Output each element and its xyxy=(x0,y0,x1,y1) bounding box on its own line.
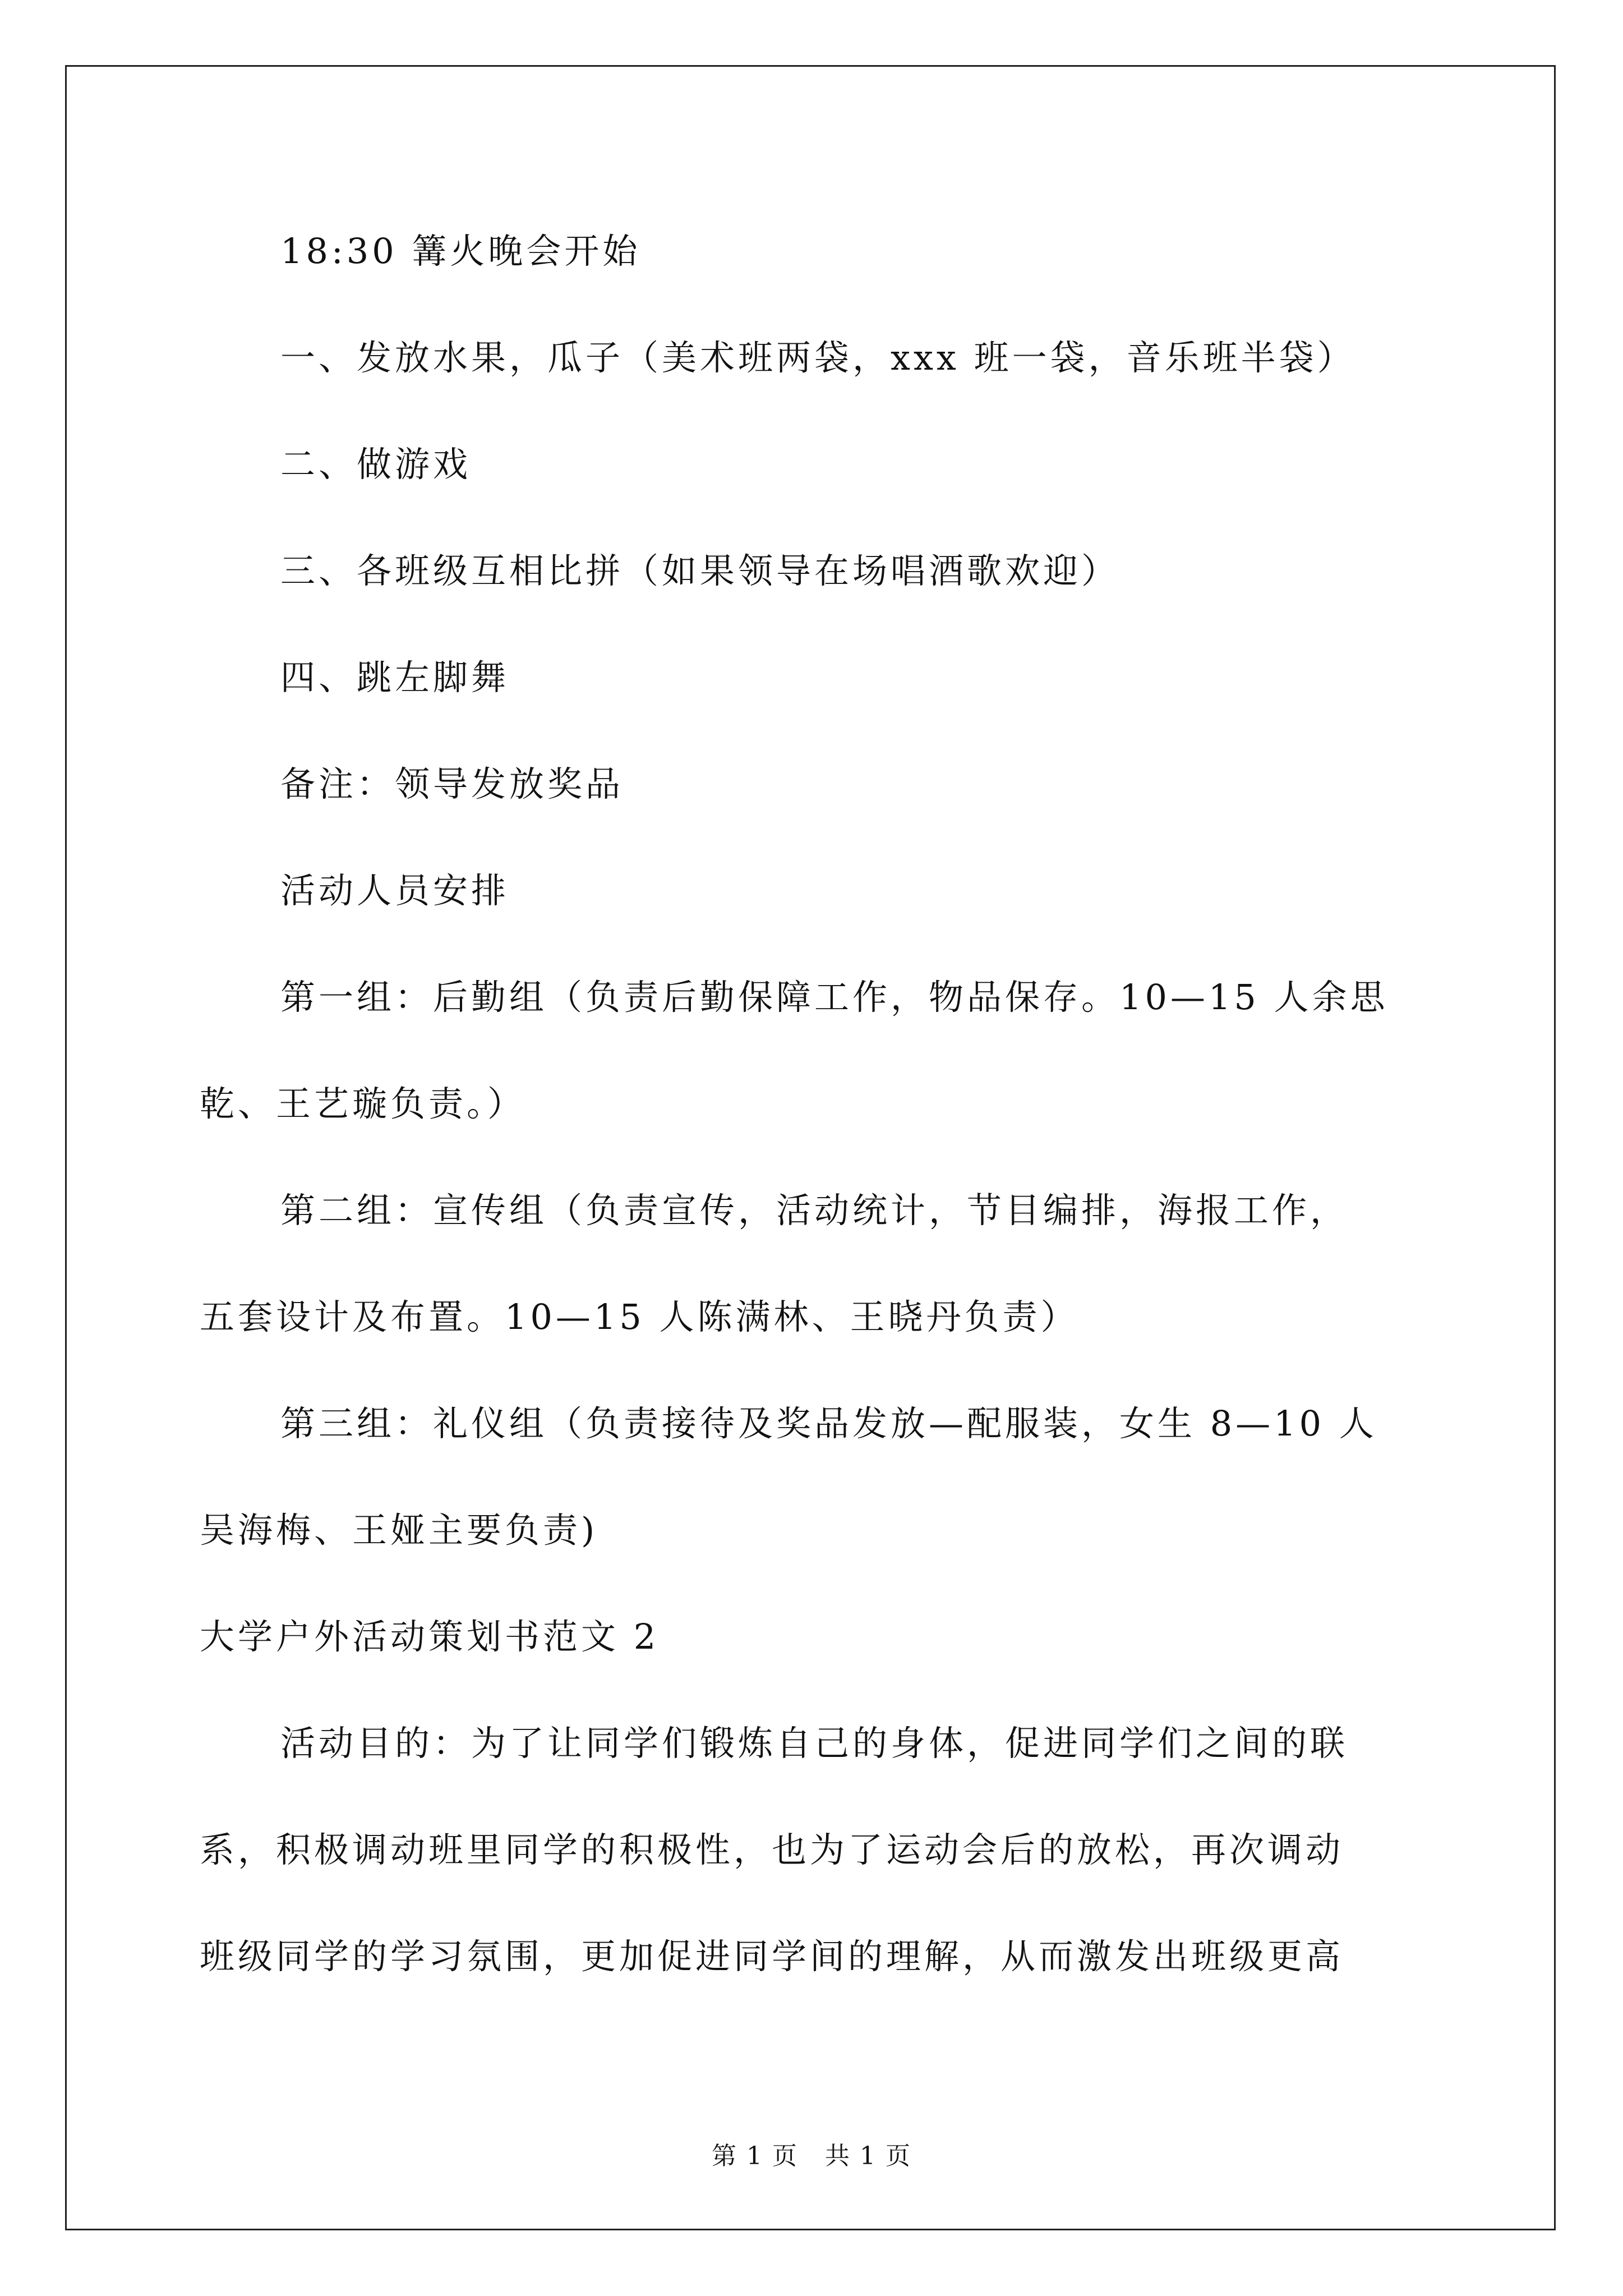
purpose-line-2: 系，积极调动班里同学的积极性，也为了运动会后的放松，再次调动 xyxy=(200,1829,1344,1870)
purpose-line-3: 班级同学的学习氛围，更加促进同学间的理解，从而激发出班级更高 xyxy=(200,1936,1344,1977)
purpose-line-1: 活动目的：为了让同学们锻炼自己的身体，促进同学们之间的联 xyxy=(280,1723,1349,1764)
section-title: 大学户外活动策划书范文 2 xyxy=(200,1616,660,1657)
page-footer xyxy=(0,2139,1623,2173)
page-border xyxy=(65,65,1556,2230)
schedule-time-line: 18:30 篝火晚会开始 xyxy=(280,231,641,272)
group-one-line-1: 第一组：后勤组（负责后勤保障工作，物品保存。10—15 人余思 xyxy=(280,977,1389,1018)
group-three-line-1: 第三组：礼仪组（负责接待及奖品发放—配服装，女生 8—10 人 xyxy=(280,1403,1377,1444)
group-one-line-2: 乾、王艺璇负责。） xyxy=(200,1083,526,1124)
staff-arrangement-heading: 活动人员安排 xyxy=(280,870,510,911)
item-one-line: 一、发放水果，瓜子（美术班两袋，xxx 班一袋，音乐班半袋） xyxy=(280,337,1355,378)
page-number: 第 1 页 xyxy=(712,2142,798,2170)
page-total: 共 1 页 xyxy=(825,2142,911,2170)
group-three-line-2: 吴海梅、王娅主要负责) xyxy=(200,1510,598,1550)
item-two-line: 二、做游戏 xyxy=(280,444,472,485)
remark-line: 备注：领导发放奖品 xyxy=(280,763,624,804)
group-two-line-1: 第二组：宣传组（负责宣传，活动统计，节目编排，海报工作， xyxy=(280,1190,1349,1231)
item-four-line: 四、跳左脚舞 xyxy=(280,657,510,698)
group-two-line-2: 五套设计及布置。10—15 人陈满林、王晓丹负责） xyxy=(200,1296,1079,1337)
item-three-line: 三、各班级互相比拼（如果领导在场唱酒歌欢迎） xyxy=(280,550,1120,591)
